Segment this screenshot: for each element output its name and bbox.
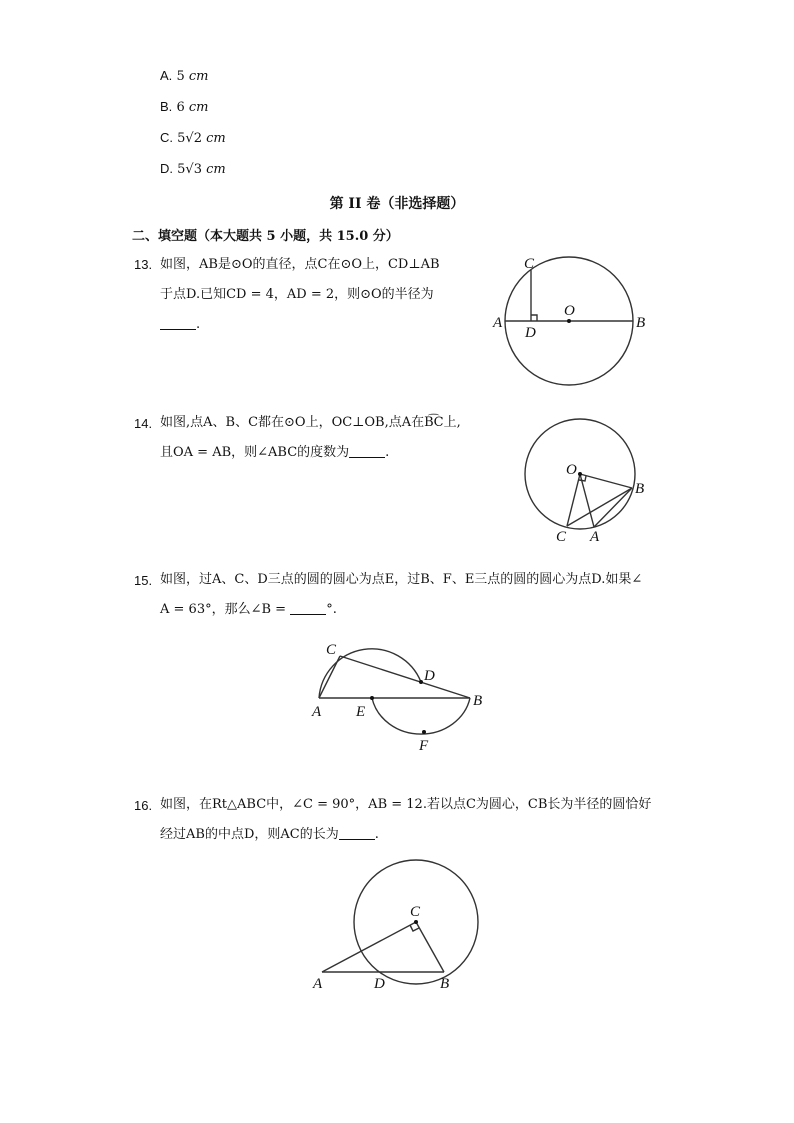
fig14-label-a: A: [590, 529, 600, 545]
option-b: B. 6 cm: [160, 99, 209, 115]
question-13-line3: .: [160, 310, 480, 340]
question-13-line2: 于点D.已知CD = 4，AD = 2，则⊙O的半径为: [160, 287, 434, 302]
question-14-number: 14.: [134, 416, 153, 431]
fig15-label-b: B: [473, 693, 483, 709]
fig13-label-o: O: [564, 303, 575, 319]
question-13-line1: 如图，AB是⊙O的直径，点C在⊙O上，CD⊥AB: [160, 257, 440, 272]
fig15-label-e: E: [356, 704, 366, 720]
question-15-line2: A = 63°，那么∠B = °.: [160, 602, 337, 617]
option-c: C. 5√2 cm: [160, 130, 226, 146]
question-16-line1: 如图，在Rt△ABC中，∠C = 90°，AB = 12.若以点C为圆心，CB长为半径的圆恰好: [160, 797, 652, 812]
question-16-line2: 经过AB的中点D，则AC的长为 .: [160, 827, 379, 842]
section-heading: 二、填空题（本大题共 5 小题，共 15.0 分）: [132, 229, 399, 244]
fig16-label-b: B: [440, 976, 450, 992]
question-15-line1: 如图，过A、C、D三点的圆的圆心为点E，过B、F、E三点的圆的圆心为点D.如果∠: [160, 572, 643, 587]
fig14-label-b: B: [635, 481, 645, 497]
fig16-center-dot: [414, 920, 418, 924]
fig13-label-b: B: [636, 315, 646, 331]
question-16-number: 16.: [134, 798, 153, 813]
option-d: D. 5√3 cm: [160, 161, 226, 177]
fig14-label-c: C: [556, 529, 567, 545]
question-14-line1: 如图,点A、B、C都在⊙O上，OC⊥OB,点A在B͡C上,: [160, 415, 461, 430]
fig16-label-d: D: [374, 976, 385, 992]
fig16-label-a: A: [313, 976, 323, 992]
fig15-label-f: F: [419, 738, 429, 754]
fig14-label-o: O: [566, 462, 577, 478]
fig13-label-c: C: [524, 256, 535, 272]
question-13-number: 13.: [134, 257, 153, 272]
option-a: A. 5 cm: [160, 68, 209, 84]
question-15-number: 15.: [134, 573, 153, 588]
fig15-label-a: A: [312, 704, 322, 720]
fig15-label-c: C: [326, 642, 337, 658]
fig16-label-c: C: [410, 904, 421, 920]
fig16-segment-ac: [322, 922, 416, 972]
fig13-label-a: A: [493, 315, 503, 331]
fig13-label-d: D: [525, 325, 536, 341]
question-14-line2: 且OA = AB，则∠ABC的度数为 .: [160, 445, 390, 460]
fig15-label-d: D: [424, 668, 435, 684]
section-title: 第 II 卷（非选择题）: [329, 196, 465, 212]
fig16-segment-cb: [416, 922, 444, 972]
